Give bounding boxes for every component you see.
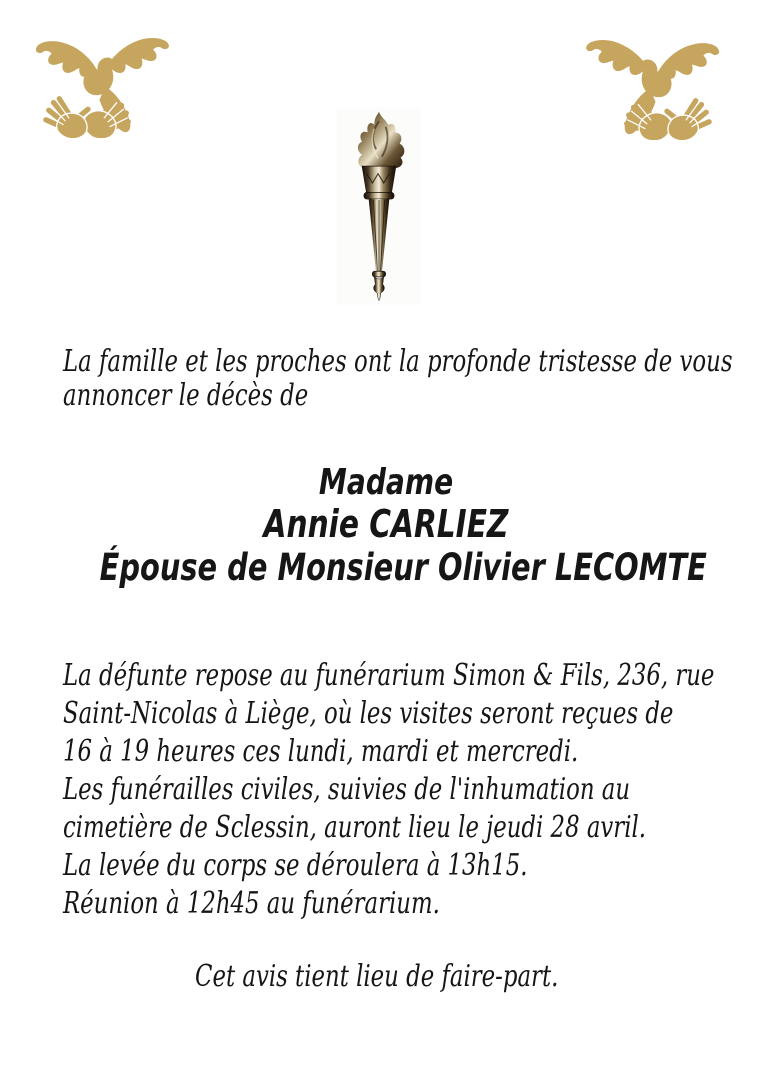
memorial-torch-icon bbox=[334, 108, 424, 305]
deceased-name: Annie CARLIEZ bbox=[263, 502, 509, 546]
body-line-5: cimetière de Sclessin, auront lieu le jeudi 28 avril. bbox=[63, 810, 647, 845]
funeral-details-paragraph bbox=[63, 657, 758, 923]
body-line-1: La défunte repose au funérarium Simon & Fils, 236, rue bbox=[63, 658, 715, 693]
dove-hands-icon-left bbox=[22, 25, 177, 138]
body-line-7: Réunion à 12h45 au funérarium. bbox=[63, 886, 440, 921]
dove-hands-icon-right bbox=[578, 27, 733, 140]
body-line-3: 16 à 19 heures ces lundi, mardi et mercredi. bbox=[63, 734, 579, 769]
closing-line: Cet avis tient lieu de faire-part. bbox=[195, 959, 559, 994]
body-line-2: Saint-Nicolas à Liège, où les visites seront reçues de bbox=[63, 696, 674, 731]
body-line-6: La levée du corps se déroulera à 13h15. bbox=[63, 848, 528, 883]
intro-line-2: annoncer le décès de bbox=[63, 378, 309, 413]
deceased-relation-line: Épouse de Monsieur Olivier LECOMTE bbox=[99, 546, 707, 589]
body-line-4: Les funérailles civiles, suivies de l'inhumation au bbox=[63, 772, 631, 807]
deceased-title: Madame bbox=[318, 462, 454, 503]
intro-line-1: La famille et les proches ont la profonde tristesse de vous bbox=[63, 344, 733, 379]
intro-paragraph bbox=[63, 345, 758, 413]
